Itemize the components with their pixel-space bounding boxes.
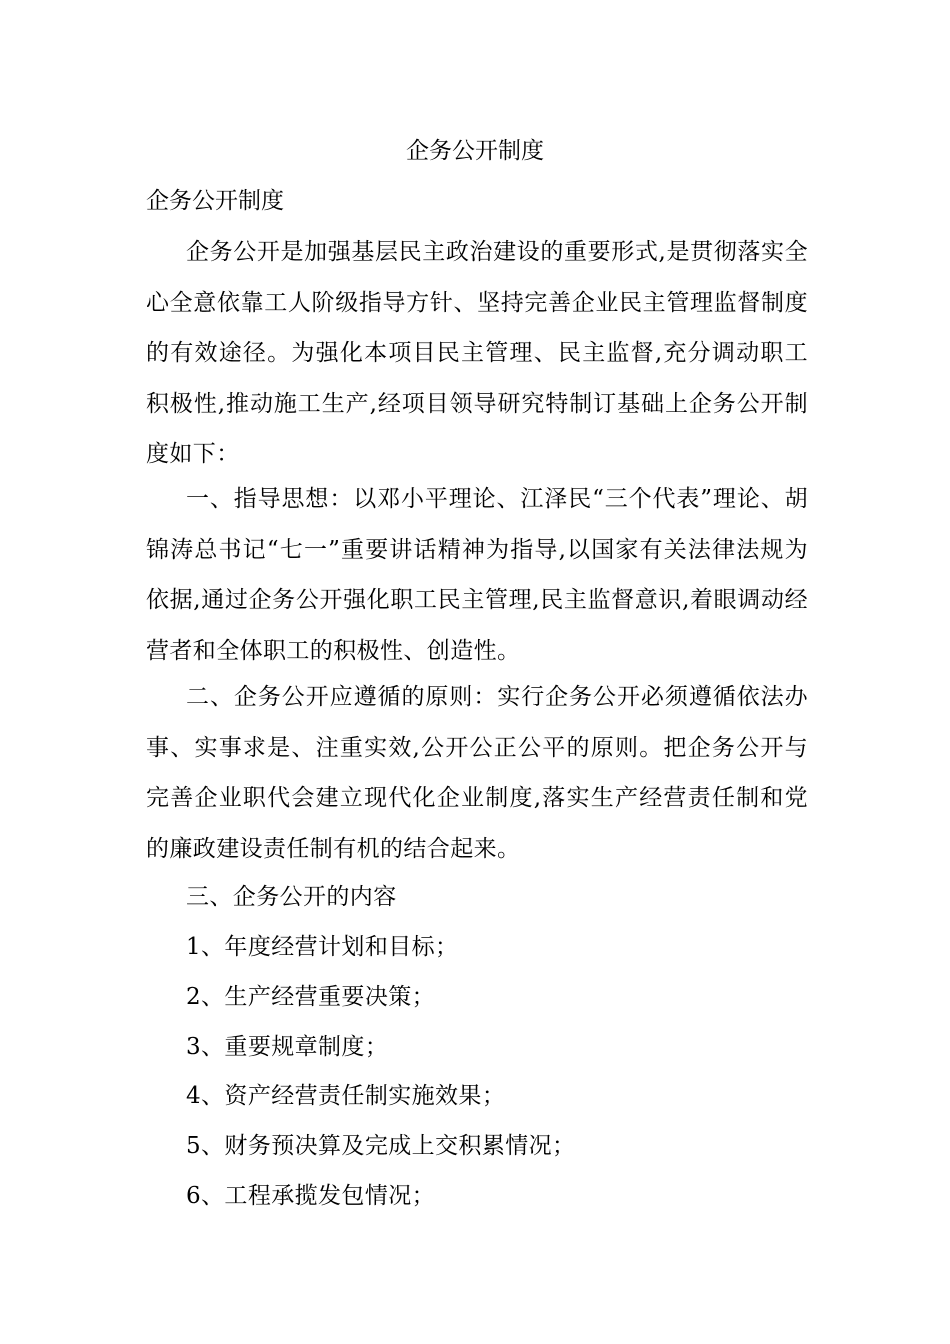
list-item: 1、年度经营计划和目标； (186, 934, 459, 960)
list-item: 4、资产经营责任制实施效果； (186, 1083, 506, 1109)
guiding-principle-paragraph: 一、指导思想：以邓小平理论、江泽民“三个代表”理论、胡锦涛总书记“七一”重要讲话精神为指导,以国家有关法律法规为依据,通过企务公开强化职工民主管理,民主监督意识,着眼调动经营者和全体职工的积极性、创造性。 (146, 486, 808, 664)
document-subtitle: 企务公开制度 (146, 188, 284, 214)
intro-paragraph: 企务公开是加强基层民主政治建设的重要形式,是贯彻落实全心全意依靠工人阶级指导方针、坚持完善企业民主管理监督制度的有效途径。为强化本项目民主管理、民主监督,充分调动职工积极性,推动施工生产,经项目领导研究特制订基础上企务公开制度如下： (146, 239, 808, 467)
list-item: 2、生产经营重要决策； (186, 984, 436, 1010)
section-heading-content: 三、企务公开的内容 (186, 884, 397, 910)
list-item: 5、财务预决算及完成上交积累情况； (186, 1133, 576, 1159)
list-item: 6、工程承揽发包情况； (186, 1183, 436, 1209)
list-item: 3、重要规章制度； (186, 1034, 389, 1060)
document-title: 企务公开制度 (406, 138, 544, 164)
principles-paragraph: 二、企务公开应遵循的原则：实行企务公开必须遵循依法办事、实事求是、注重实效,公开公正公平的原则。把企务公开与完善企业职代会建立现代化企业制度,落实生产经营责任制和党的廉政建设责任制有机的结合起来。 (146, 684, 808, 862)
